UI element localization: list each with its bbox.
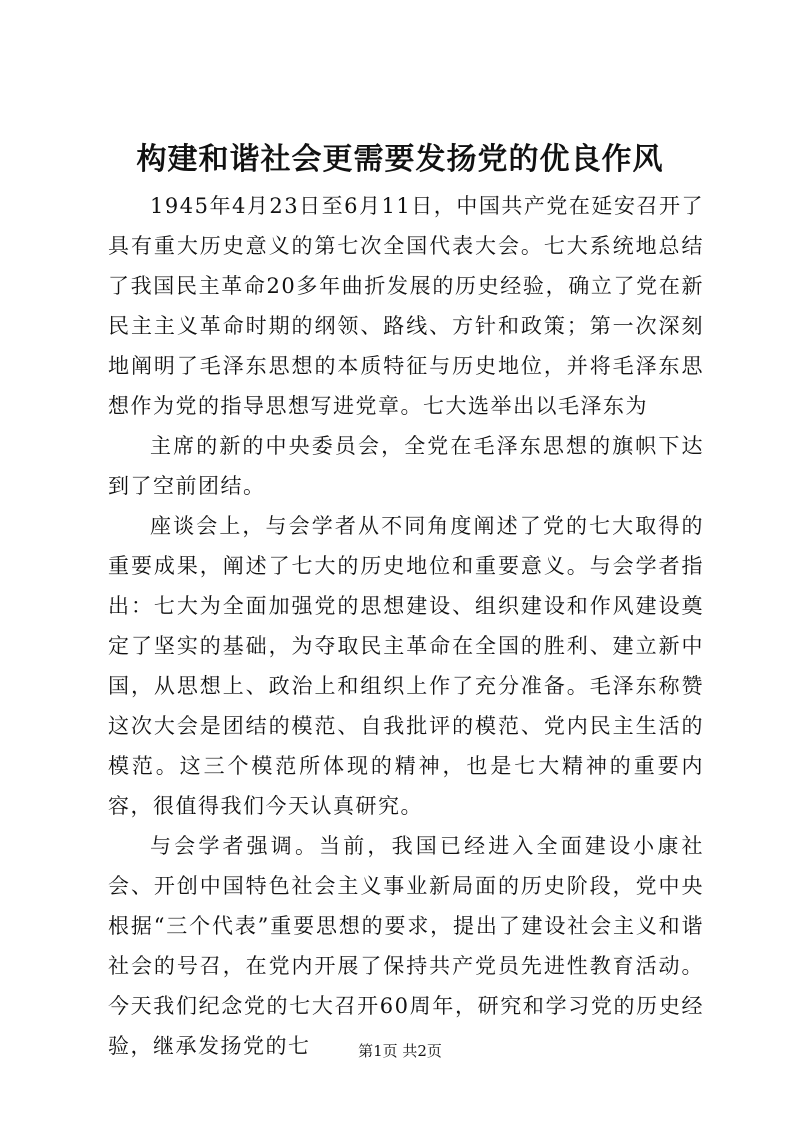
page-number-footer: 第1页 共2页 [358, 1042, 442, 1060]
paragraph-1: 1945年4月23日至6月11日，中国共产党在延安召开了具有重大历史意义的第七次全国代表大会。七大系统地总结了我国民主革命20多年曲折发展的历史经验，确立了党在新民主主义革命时期的纲领、路线、方针和政策；第一次深刻地阐明了毛泽东思想的本质特征与历史地位，并将毛泽东思想作为党的指导思想写进党章。七大选举出以毛泽东为 [108, 194, 704, 418]
paragraph-4: 与会学者强调。当前，我国已经进入全面建设小康社会、开创中国特色社会主义事业新局面的历史阶段，党中央根据“三个代表”重要思想的要求，提出了建设社会主义和谐社会的号召，在党内开展了保持共产党员先进性教育活动。今天我们纪念党的七大召开60周年，研究和学习党的历史经验，继承发扬党的七 [108, 834, 704, 1058]
document-body [108, 186, 704, 1066]
paragraph-2: 主席的新的中央委员会，全党在毛泽东思想的旗帜下达到了空前团结。 [108, 434, 704, 498]
document-title: 构建和谐社会更需要发扬党的优良作风 [136, 142, 664, 177]
paragraph-3: 座谈会上，与会学者从不同角度阐述了党的七大取得的重要成果，阐述了七大的历史地位和重要意义。与会学者指出：七大为全面加强党的思想建设、组织建设和作风建设奠定了坚实的基础，为夺取民主革命在全国的胜利、建立新中国，从思想上、政治上和组织上作了充分准备。毛泽东称赞这次大会是团结的模范、自我批评的模范、党内民主生活的模范。这三个模范所体现的精神，也是七大精神的重要内容，很值得我们今天认真研究。 [108, 514, 704, 818]
